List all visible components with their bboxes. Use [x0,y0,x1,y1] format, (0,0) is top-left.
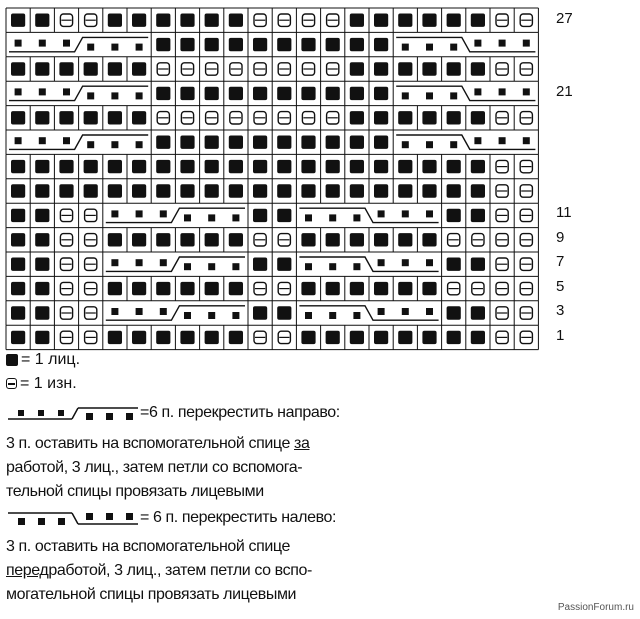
knit-stitch [350,87,364,100]
cable-left-cross [396,37,535,51]
cable-stitch [305,263,312,270]
knit-stitch [35,111,49,124]
knit-stitch [253,306,267,319]
cable-stitch [499,88,506,95]
cable-stitch [523,88,530,95]
knit-stitch [374,160,388,173]
knit-stitch [11,209,25,222]
knit-stitch [84,184,98,197]
knit-stitch [422,282,436,295]
cable-stitch [111,141,118,148]
knit-stitch [350,38,364,51]
cable-stitch [208,263,215,270]
knit-stitch [447,209,461,222]
knit-stitch [447,184,461,197]
cable-stitch [136,259,143,266]
row-label-5: 5 [556,278,565,295]
knit-stitch [205,184,219,197]
cable-stitch [111,92,118,99]
knit-stitch [156,38,170,51]
cable-stitch [378,308,385,315]
knit-stitch [374,87,388,100]
cable-stitch [15,88,22,95]
knit-stitch [301,38,315,51]
knit-stitch [253,258,267,271]
cable-left-desc-2-text: работой, 3 лиц., затем петли со вспо- [48,562,312,579]
knit-stitch [471,111,485,124]
knit-stitch [350,282,364,295]
row-label-11: 11 [556,204,572,221]
knit-stitch [84,62,98,75]
cable-stitch [184,214,191,221]
cable-stitch [184,263,191,270]
cable-stitch [305,214,312,221]
knit-stitch [11,14,25,27]
knit-stitch [374,136,388,149]
knit-stitch [35,62,49,75]
knit-stitch [350,136,364,149]
knit-stitch [229,14,243,27]
knit-stitch [350,184,364,197]
knit-stitch [447,306,461,319]
knit-stitch [374,14,388,27]
knit-stitch [11,160,25,173]
knit-stitch [301,160,315,173]
cable-stitch [426,259,433,266]
cable-stitch [474,88,481,95]
knit-stitch [11,258,25,271]
cable-right-title: =6 п. перекрестить направо: [140,404,340,421]
knit-stitch [350,233,364,246]
knit-stitch [471,184,485,197]
legend-purl [6,374,77,394]
cable-right-cross [9,86,148,100]
cable-stitch [160,259,167,266]
cable-right-cross [106,257,245,271]
cable-stitch [402,92,409,99]
cable-right-cross [106,306,245,320]
knit-stitch [253,184,267,197]
knit-stitch [59,184,73,197]
knit-stitch [301,282,315,295]
cable-stitch [426,44,433,51]
knit-stitch [447,62,461,75]
knit-stitch [277,160,291,173]
cable-stitch [160,308,167,315]
cable-stitch [329,263,336,270]
purl-stitch-icon [6,378,17,389]
knit-stitch [374,111,388,124]
cable-left-cross [299,306,438,320]
knit-stitch [277,306,291,319]
knit-stitch [132,160,146,173]
knit-stitch [229,160,243,173]
knit-stitch [108,331,122,344]
cable-stitch [63,137,70,144]
row-label-9: 9 [556,229,565,246]
cable-left-desc-1: 3 п. оставить на вспомогательной спице [6,538,290,555]
knit-stitch [229,233,243,246]
knit-stitch [398,233,412,246]
knit-stitch [180,184,194,197]
cable-stitch [39,137,46,144]
knit-stitch [422,331,436,344]
cable-right-desc-1-text: 3 п. оставить на вспомогательной спице [6,435,295,452]
knit-stitch [253,209,267,222]
knit-stitch [398,111,412,124]
knit-stitch [11,331,25,344]
knit-stitch [59,111,73,124]
knit-stitch [277,209,291,222]
cable-stitch [402,141,409,148]
knit-stitch [471,160,485,173]
cable-right-behind: за [294,435,310,452]
knit-stitch [180,233,194,246]
knit-stitch [229,282,243,295]
cable-stitch [474,40,481,47]
knit-stitch [398,184,412,197]
cable-stitch [39,88,46,95]
knit-stitch [59,62,73,75]
knit-stitch [156,282,170,295]
cable-stitch [499,137,506,144]
knit-stitch [471,14,485,27]
cable-stitch [378,259,385,266]
knit-stitch [350,331,364,344]
knit-stitch [326,87,340,100]
cable-stitch [353,312,360,319]
cable-stitch [111,210,118,217]
cable-stitch [329,312,336,319]
cable-right-desc-1 [6,434,309,454]
knit-stitch [447,14,461,27]
cable-stitch [111,44,118,51]
knit-stitch [108,282,122,295]
cable-stitch [87,141,94,148]
cable-left-cross [396,135,535,149]
knit-stitch [108,184,122,197]
knit-stitch [277,87,291,100]
knit-stitch [326,184,340,197]
knit-stitch [35,233,49,246]
knit-stitch [398,62,412,75]
knit-stitch [277,258,291,271]
cable-left-cross [299,208,438,222]
knit-stitch [59,160,73,173]
cable-stitch [63,40,70,47]
knit-stitch [11,306,25,319]
legend-knit [6,350,80,370]
row-label-21: 21 [556,83,573,100]
knit-stitch [156,331,170,344]
cable-stitch [111,259,118,266]
knit-stitch [156,233,170,246]
knit-stitch [35,258,49,271]
cable-stitch [136,308,143,315]
cable-stitch [15,137,22,144]
knit-stitch [398,14,412,27]
knit-stitch [447,331,461,344]
knit-stitch [277,136,291,149]
knit-stitch [229,184,243,197]
cable-stitch [136,92,143,99]
cable-stitch [136,210,143,217]
knit-stitch [253,87,267,100]
cable-stitch [39,40,46,47]
cable-right-cross [9,37,148,51]
knit-stitch [229,136,243,149]
knit-stitch [205,136,219,149]
cable-stitch [329,214,336,221]
knit-stitch [422,14,436,27]
knit-stitch [374,282,388,295]
cable-left-desc-3: могательной спицы провязать лицевыми [6,586,297,603]
knit-stitch [447,258,461,271]
cable-right-cross [9,135,148,149]
knit-stitch [326,331,340,344]
cable-stitch [208,214,215,221]
knit-stitch [447,160,461,173]
cable-right-cross [106,208,245,222]
knit-stitch [180,331,194,344]
knit-stitch [35,209,49,222]
cable-left-desc-2 [6,561,312,581]
cable-left-icon [6,510,140,526]
cable-stitch [378,210,385,217]
knit-stitch [35,184,49,197]
cable-stitch [402,210,409,217]
cable-stitch [402,44,409,51]
knit-stitch [326,233,340,246]
knit-stitch [422,233,436,246]
knit-stitch [229,87,243,100]
legend-cable-right [6,403,340,423]
knit-stitch [398,331,412,344]
knit-stitch [326,136,340,149]
knit-stitch [422,62,436,75]
knit-stitch [205,331,219,344]
cable-stitch [402,308,409,315]
cable-stitch [426,92,433,99]
knit-stitch [301,87,315,100]
knit-stitch [180,87,194,100]
cable-stitch [450,141,457,148]
knit-stitch [180,160,194,173]
knit-stitch [205,282,219,295]
cable-stitch [523,40,530,47]
legend-knit-text: = 1 лиц. [21,351,81,368]
knit-stitch [301,184,315,197]
legend-purl-text: = 1 изн. [20,375,77,392]
cable-stitch [426,308,433,315]
knit-stitch [471,331,485,344]
knit-stitch [156,87,170,100]
cable-stitch [353,214,360,221]
knit-stitch [350,160,364,173]
knit-stitch [11,62,25,75]
knit-stitch [11,233,25,246]
knit-stitch [156,14,170,27]
knit-stitch [205,233,219,246]
cable-stitch [402,259,409,266]
watermark: PassionForum.ru [557,602,634,613]
knit-stitch [132,233,146,246]
knit-stitch [350,111,364,124]
knit-stitch [301,233,315,246]
row-label-1: 1 [556,327,565,344]
knit-stitch [374,184,388,197]
knit-stitch [35,331,49,344]
knit-stitch [350,62,364,75]
knit-stitch [108,233,122,246]
knit-stitch [229,38,243,51]
knit-stitch [11,111,25,124]
knit-stitch [398,160,412,173]
knit-stitch [108,111,122,124]
knit-stitch [253,136,267,149]
row-label-27: 27 [556,10,573,27]
cable-stitch [87,92,94,99]
knit-stitch [84,160,98,173]
knit-stitch [253,38,267,51]
cable-stitch [305,312,312,319]
knit-stitch [132,62,146,75]
knit-stitch [422,160,436,173]
cable-left-cross [299,257,438,271]
cable-stitch [136,141,143,148]
cable-stitch [232,312,239,319]
cable-stitch [426,210,433,217]
knit-stitch [422,184,436,197]
knit-stitch [374,233,388,246]
knit-stitch [471,306,485,319]
knit-stitch [398,282,412,295]
knit-stitch [84,111,98,124]
legend-cable-left [6,508,336,528]
cable-left-title: = 6 п. перекрестить налево: [140,509,337,526]
knit-stitch [132,111,146,124]
knit-stitch [229,331,243,344]
knit-stitch [374,38,388,51]
cable-stitch [450,44,457,51]
cable-right-icon [6,405,140,421]
cable-stitch [474,137,481,144]
cable-stitch [523,137,530,144]
cable-stitch [450,92,457,99]
cable-stitch [426,141,433,148]
knit-stitch [447,111,461,124]
knit-stitch [132,331,146,344]
knit-stitch [301,136,315,149]
knit-stitch [205,87,219,100]
cable-stitch [160,210,167,217]
cable-stitch [499,40,506,47]
knit-stitch [471,62,485,75]
knit-stitch [277,38,291,51]
row-label-7: 7 [556,253,565,270]
knit-stitch [156,184,170,197]
row-label-3: 3 [556,302,565,319]
knit-stitch [35,14,49,27]
knit-stitch [374,62,388,75]
knit-stitch [253,160,267,173]
cable-stitch [87,44,94,51]
knit-stitch [35,160,49,173]
knit-stitch [350,14,364,27]
knit-stitch [205,160,219,173]
knit-stitch [108,62,122,75]
knit-stitch [471,209,485,222]
knit-stitch [205,14,219,27]
knit-stitch [180,38,194,51]
knit-stitch [180,136,194,149]
knit-stitch [301,331,315,344]
knit-stitch [35,282,49,295]
cable-stitch [15,40,22,47]
knit-stitch [326,282,340,295]
cable-left-front: перед [6,562,49,579]
cable-stitch [63,88,70,95]
knit-stitch [471,258,485,271]
knit-stitch [277,184,291,197]
knit-stitch [374,331,388,344]
cable-stitch [136,44,143,51]
knit-stitch [35,306,49,319]
knit-stitch [11,282,25,295]
cable-stitch [208,312,215,319]
knit-stitch [156,160,170,173]
knit-stitch [180,282,194,295]
cable-stitch [353,263,360,270]
knit-stitch [205,38,219,51]
knit-stitch [11,184,25,197]
knit-stitch [326,38,340,51]
cable-stitch [232,263,239,270]
knit-stitch [132,184,146,197]
cable-right-desc-2: работой, 3 лиц., затем петли со вспомога- [6,459,303,476]
knit-stitch [422,111,436,124]
knit-stitch [180,14,194,27]
knit-stitch [108,14,122,27]
knit-stitch [132,14,146,27]
cable-left-cross [396,86,535,100]
knit-stitch [156,136,170,149]
knit-stitch [326,160,340,173]
cable-stitch [184,312,191,319]
cable-right-desc-3: тельной спицы провязать лицевыми [6,483,264,500]
knit-stitch-icon [6,354,18,366]
cable-stitch [232,214,239,221]
knit-stitch [108,160,122,173]
cable-stitch [111,308,118,315]
knit-stitch [132,282,146,295]
